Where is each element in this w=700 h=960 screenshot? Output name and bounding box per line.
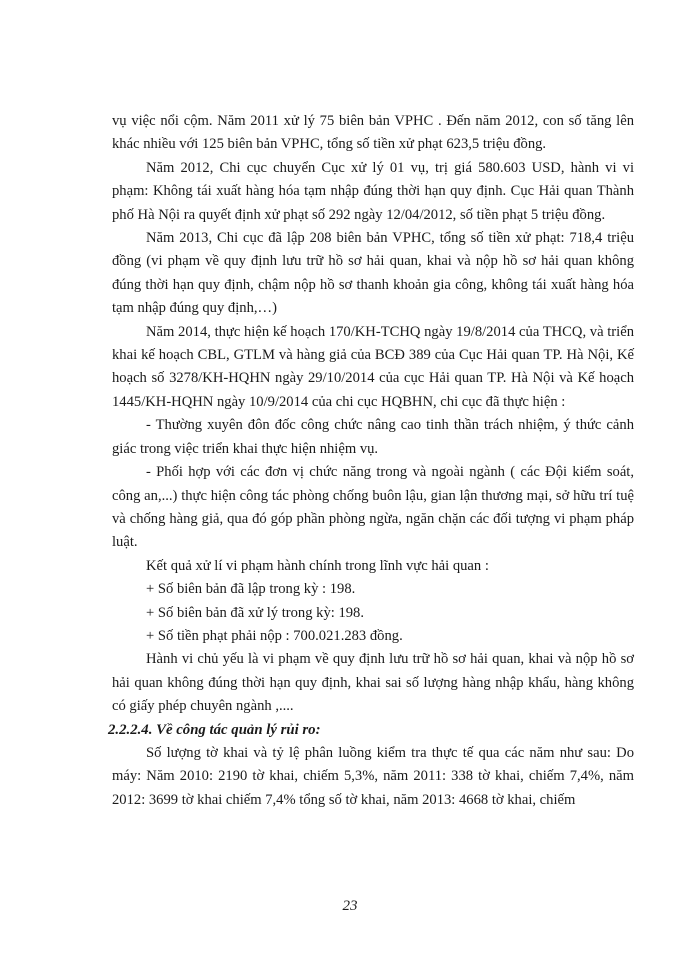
paragraph-11: Hành vi chủ yếu là vi phạm về quy định lưu trữ hồ sơ hải quan, khai và nộp hồ sơ hải quan không đúng thời hạn quy định, khai sai số lượng hàng nhập khẩu, hàng không có giấy phép chuyên ngành ,.... (112, 651, 634, 715)
document-body (108, 110, 634, 812)
list-item-fine-amount: + Số tiền phạt phải nộp : 700.021.283 đồng. (146, 627, 403, 644)
paragraph-4: Năm 2014, thực hiện kế hoạch 170/KH-TCHQ ngày 19/8/2014 của THCQ, và triển khai kế hoạch CBL, GTLM và hàng giả của BCĐ 389 của Cục Hải quan TP. Hà Nội, Kế hoạch số 3278/KH-HQHN ngày 29/10/2014 của cục Hải quan TP. Hà Nội và Kế hoạch 1445/KH-HQHN ngày 10/9/2014 của chi cục HQBHN, chi cục đã thực hiện : (112, 323, 634, 410)
paragraph-2: Năm 2012, Chi cục chuyển Cục xử lý 01 vụ, trị giá 580.603 USD, hành vi vi phạm: Không tái xuất hàng hóa tạm nhập đúng thời hạn quy định. Cục Hải quan Thành phố Hà Nội ra quyết định xử phạt số 292 ngày 12/04/2012, số tiền phạt 5 triệu đồng. (112, 159, 634, 223)
page-number: 23 (342, 898, 358, 914)
paragraph-7: Kết quả xử lí vi phạm hành chính trong lĩnh vực hải quan : (146, 557, 489, 574)
paragraph-1: vụ việc nổi cộm. Năm 2011 xử lý 75 biên bản VPHC . Đến năm 2012, con số tăng lên khác nhiều với 125 biên bản VPHC, tổng số tiền xử phạt 623,5 triệu đồng. (112, 113, 634, 153)
paragraph-6-bullet: - Phối hợp với các đơn vị chức năng trong và ngoài ngành ( các Đội kiểm soát, công an,...) thực hiện công tác phòng chống buôn lậu, gian lận thương mại, sở hữu trí tuệ và chống hàng giả, qua đó góp phần phòng ngừa, ngăn chặn các đối tượng vi phạm pháp luật. (112, 464, 634, 551)
section-heading: 2.2.2.4. Về công tác quản lý rủi ro: (108, 721, 321, 738)
paragraph-3: Năm 2013, Chi cục đã lập 208 biên bản VPHC, tổng số tiền xử phạt: 718,4 triệu đồng (vi phạm về quy định lưu trữ hồ sơ hải quan, khai và nộp hồ sơ hải quan không đúng thời hạn quy định, chậm nộp hồ sơ thanh khoản gia công, không tái xuất hàng hóa tạm nhập đúng quy định,…) (112, 230, 634, 317)
list-item-reports-created: + Số biên bản đã lập trong kỳ : 198. (146, 581, 356, 598)
closing-paragraph: Số lượng tờ khai và tỷ lệ phân luồng kiểm tra thực tế qua các năm như sau: Do máy: Năm 2010: 2190 tờ khai, chiếm 5,3%, năm 2011: 338 tờ khai, chiếm 7,4%, năm 2012: 3699 tờ khai chiếm 7,4% tổng số tờ khai, năm 2013: 4668 tờ khai, chiếm (112, 744, 634, 808)
list-item-reports-processed: + Số biên bản đã xử lý trong kỳ: 198. (146, 604, 365, 621)
paragraph-5-bullet: - Thường xuyên đôn đốc công chức nâng cao tinh thần trách nhiệm, ý thức cảnh giác trong việc triển khai thực hiện nhiệm vụ. (112, 417, 634, 457)
